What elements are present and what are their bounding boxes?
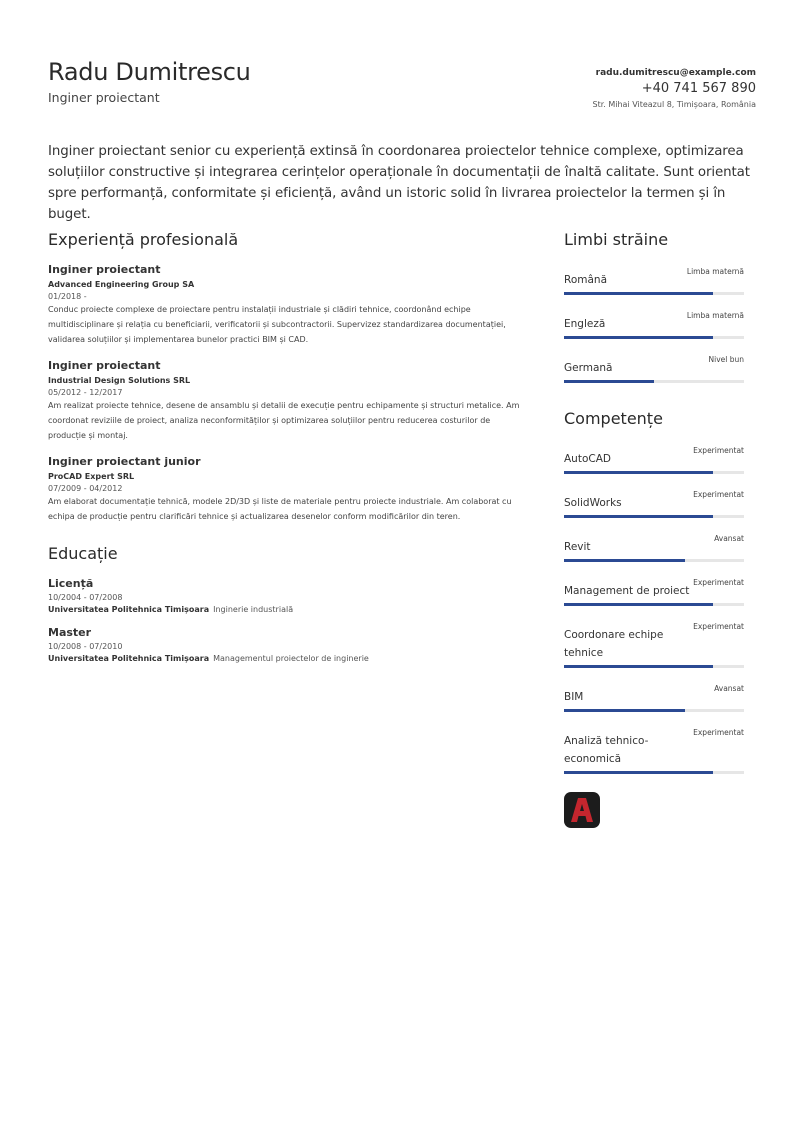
language-level-bar xyxy=(564,336,744,339)
language-level: Limba maternă xyxy=(686,267,744,276)
languages-heading: Limbi străine xyxy=(564,230,669,249)
education-dates: 10/2008 - 07/2010 xyxy=(48,642,123,651)
language-level: Limba maternă xyxy=(686,311,744,320)
job-title: Inginer proiectant xyxy=(48,359,161,372)
company: Industrial Design Solutions SRL xyxy=(48,376,191,385)
skill-item xyxy=(564,530,744,562)
language-item xyxy=(564,351,744,383)
education-item xyxy=(48,626,523,663)
job-title: Inginer proiectant junior xyxy=(48,455,201,468)
skill-item xyxy=(564,680,744,712)
skill-level: Experimentat xyxy=(693,728,744,737)
field: Managementul proiectelor de inginerie xyxy=(213,654,369,663)
school: Universitatea Politehnica Timișoara xyxy=(48,654,210,663)
skill-level: Experimentat xyxy=(693,578,744,587)
skill-level-fill xyxy=(564,559,685,562)
skill-level: Avansat xyxy=(714,684,744,693)
summary: Inginer proiectant senior cu experiență extinsă în coordonarea proiectelor tehnice complexe, optimizarea soluțiilor constructive și integrarea cerințelor operaționale în documentații de înaltă calitate. Sunt orientat spre performanță, conformitate și eficiență, având un istoric solid în livrarea proiectelor la termen și în buget. xyxy=(48,144,750,222)
skill-level-fill xyxy=(564,515,713,518)
skill-level-fill xyxy=(564,603,713,606)
skill-name: Revit xyxy=(564,541,591,553)
skill-item xyxy=(564,442,744,474)
education-institution xyxy=(48,654,523,663)
job-dates: 05/2012 - 12/2017 xyxy=(48,388,123,397)
skill-name: Management de proiect xyxy=(564,585,690,597)
skill-item xyxy=(564,574,744,606)
skills-heading: Competențe xyxy=(564,409,663,428)
skill-level: Experimentat xyxy=(693,446,744,455)
experience-item xyxy=(48,359,523,443)
skill-level: Avansat xyxy=(714,534,744,543)
experience-heading: Experiență profesională xyxy=(48,230,239,249)
email[interactable]: radu.dumitrescu@example.com xyxy=(595,68,756,78)
skill-name: Coordonare echipe tehnice xyxy=(564,629,664,659)
skill-name: AutoCAD xyxy=(564,453,611,465)
education-institution xyxy=(48,605,523,614)
skill-name: SolidWorks xyxy=(564,497,622,509)
skill-item xyxy=(564,724,744,774)
skill-level: Experimentat xyxy=(693,622,744,631)
degree: Licență xyxy=(48,577,94,590)
skill-name: Analiză tehnico-economică xyxy=(564,735,649,765)
right-column xyxy=(564,230,744,828)
skill-level-fill xyxy=(564,471,713,474)
language-level-bar xyxy=(564,380,744,383)
language-level-fill xyxy=(564,336,713,339)
skill-level-fill xyxy=(564,771,713,774)
contact-info xyxy=(592,68,756,109)
skill-level-bar xyxy=(564,603,744,606)
candidate-title: Inginer proiectant xyxy=(48,90,160,105)
company: Advanced Engineering Group SA xyxy=(48,280,195,289)
language-name: Germană xyxy=(564,362,613,374)
job-description: Am realizat proiecte tehnice, desene de ansamblu și detalii de execuție pentru echipamente și structuri metalice. Am coordonat reviziile de proiect, analiza neconformităților și optimizarea soluțiilor pentru reducerea costurilor de producție și montaj. xyxy=(48,401,520,440)
education-heading: Educație xyxy=(48,544,118,563)
autocad-logo-icon xyxy=(564,792,600,828)
skill-level-bar xyxy=(564,471,744,474)
job-dates: 01/2018 - xyxy=(48,292,87,301)
address: Str. Mihai Viteazul 8, Timișoara, România xyxy=(592,100,756,109)
skill-level-bar xyxy=(564,709,744,712)
skill-level-bar xyxy=(564,559,744,562)
skill-level-bar xyxy=(564,515,744,518)
language-item xyxy=(564,307,744,339)
job-description: Am elaborat documentație tehnică, modele 2D/3D și liste de materiale pentru proiecte industriale. Am colaborat cu echipa de producție pentru clarificări tehnice și actualizarea desenelor conform modificărilor din teren. xyxy=(48,497,512,521)
job-dates: 07/2009 - 04/2012 xyxy=(48,484,123,493)
experience-item xyxy=(48,263,523,347)
skill-item xyxy=(564,618,744,668)
left-column xyxy=(48,230,523,675)
skill-item xyxy=(564,486,744,518)
field: Inginerie industrială xyxy=(213,605,294,614)
company: ProCAD Expert SRL xyxy=(48,472,135,481)
degree: Master xyxy=(48,626,92,639)
candidate-name: Radu Dumitrescu xyxy=(48,58,251,86)
education-item xyxy=(48,577,523,614)
language-level-fill xyxy=(564,380,654,383)
skill-level-fill xyxy=(564,709,685,712)
skill-level-bar xyxy=(564,665,744,668)
language-name: Engleză xyxy=(564,318,606,330)
language-name: Română xyxy=(564,274,607,286)
language-level-fill xyxy=(564,292,713,295)
language-item xyxy=(564,263,744,295)
language-level-bar xyxy=(564,292,744,295)
experience-item xyxy=(48,455,523,524)
skill-level: Experimentat xyxy=(693,490,744,499)
language-level: Nivel bun xyxy=(708,355,744,364)
job-title: Inginer proiectant xyxy=(48,263,161,276)
job-description: Conduc proiecte complexe de proiectare pentru instalații industriale și clădiri tehnice, coordonând echipe multidisciplinare și relația cu beneficiarii, verificatorii și subcontractorii. Supervizez standardizarea documentației, validarea soluțiilor și implementarea bunelor practici BIM și CAD. xyxy=(48,305,506,344)
school: Universitatea Politehnica Timișoara xyxy=(48,605,210,614)
phone: +40 741 567 890 xyxy=(641,81,756,96)
skill-level-bar xyxy=(564,771,744,774)
education-dates: 10/2004 - 07/2008 xyxy=(48,593,123,602)
skill-name: BIM xyxy=(564,691,584,703)
skill-level-fill xyxy=(564,665,713,668)
